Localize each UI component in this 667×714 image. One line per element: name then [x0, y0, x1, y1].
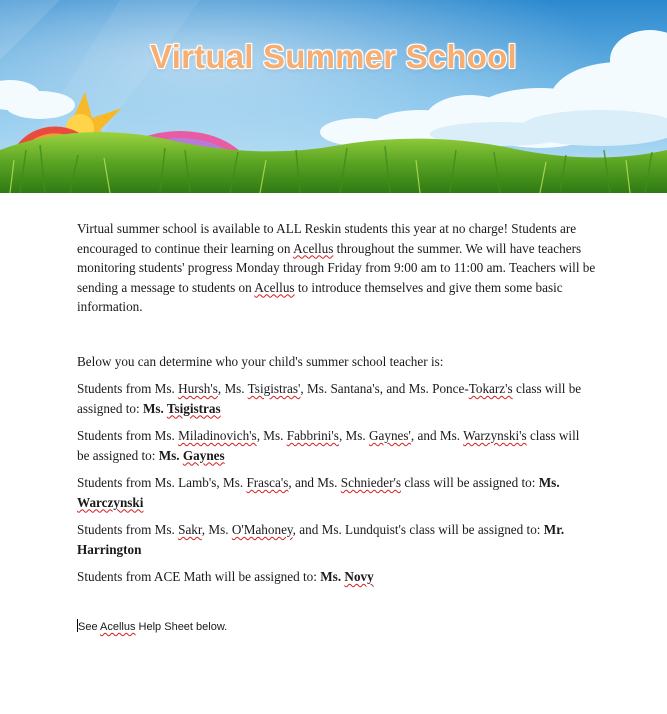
- spellcheck-word: Warzynski's: [463, 428, 527, 443]
- text: Students from Ms. Lamb's, Ms.: [77, 475, 247, 490]
- text: Students from Ms.: [77, 428, 179, 443]
- spellcheck-word: Novy: [344, 569, 374, 584]
- assignment-group-2: [77, 426, 592, 465]
- spellcheck-word: Tsigistras': [247, 381, 301, 396]
- text: , Ms.: [217, 381, 248, 396]
- text: Help Sheet below.: [135, 621, 228, 633]
- spellcheck-word: Acellus: [100, 621, 136, 633]
- intro-text-a: Virtual summer school is available to ALL Reskin students this year at no charge! Students are encouraged to continue their learning on: [77, 221, 577, 256]
- banner-illustration: [0, 0, 667, 193]
- text: Students from Ms.: [77, 381, 179, 396]
- intro-paragraph: [77, 219, 617, 317]
- spellcheck-word: Gaynes': [368, 428, 411, 443]
- teacher-title: Ms.: [142, 400, 167, 416]
- spellcheck-word: Acellus: [254, 279, 295, 295]
- text: class will be assigned to:: [77, 381, 582, 416]
- spellcheck-word: Hursh's: [178, 381, 218, 396]
- assignment-group-5: [77, 567, 592, 587]
- banner-title: Virtual Summer School: [150, 38, 517, 75]
- text: class will be assigned to:: [401, 475, 539, 490]
- intro-text-e: to introduce themselves and give them some basic information.: [77, 279, 563, 314]
- spellcheck-word: Warczynski: [77, 494, 144, 510]
- teacher-name: [320, 569, 374, 584]
- text: , and Ms. Lundquist's class will be assigned to:: [292, 522, 544, 537]
- text: Students from Ms.: [77, 522, 179, 537]
- spellcheck-word: Gaynes: [182, 447, 225, 463]
- assignment-group-3: [77, 473, 567, 512]
- help-sheet-note: [77, 619, 227, 633]
- teacher-name: Mr. Harrington: [77, 522, 565, 557]
- text: , and Ms.: [410, 428, 464, 443]
- spellcheck-word: Schnieder's: [340, 475, 402, 490]
- assignment-group-1: [77, 379, 592, 418]
- spellcheck-word: Sakr: [178, 522, 202, 537]
- spellcheck-word: Miladinovich's: [178, 428, 257, 443]
- assignment-group-4: [77, 520, 577, 559]
- text: , Ms. Santana's, and Ms. Ponce-: [300, 381, 469, 396]
- text: See: [78, 621, 101, 633]
- spellcheck-word: Tokarz's: [468, 381, 513, 396]
- text: Students from ACE Math will be assigned to:: [77, 569, 321, 584]
- text: , Ms.: [338, 428, 369, 443]
- teacher-name: [143, 401, 221, 416]
- spellcheck-word: Fabbrini's: [286, 428, 339, 443]
- spellcheck-word: Tsigistras: [166, 400, 221, 416]
- teacher-title: Ms.: [538, 475, 560, 490]
- text: , Ms.: [256, 428, 287, 443]
- text: , Ms.: [201, 522, 232, 537]
- teacher-title: Ms.: [320, 569, 345, 584]
- spellcheck-word: O'Mahoney: [231, 522, 293, 537]
- document-body: [77, 219, 617, 584]
- spellcheck-word: Acellus: [293, 240, 334, 256]
- header-banner: [0, 0, 667, 193]
- spellcheck-word: Frasca's: [246, 475, 289, 490]
- teacher-name: [159, 448, 225, 463]
- teacher-title: Ms.: [158, 447, 183, 463]
- text: , and Ms.: [288, 475, 341, 490]
- lead-sentence: Below you can determine who your child's summer school teacher is:: [77, 354, 444, 369]
- intro-text-c: throughout the summer. We will have teachers monitoring students' progress Monday through Friday from 9:00 am to 11:00 am. Teachers will be sending a message to students on: [77, 240, 596, 295]
- text: class will be assigned to:: [77, 428, 580, 463]
